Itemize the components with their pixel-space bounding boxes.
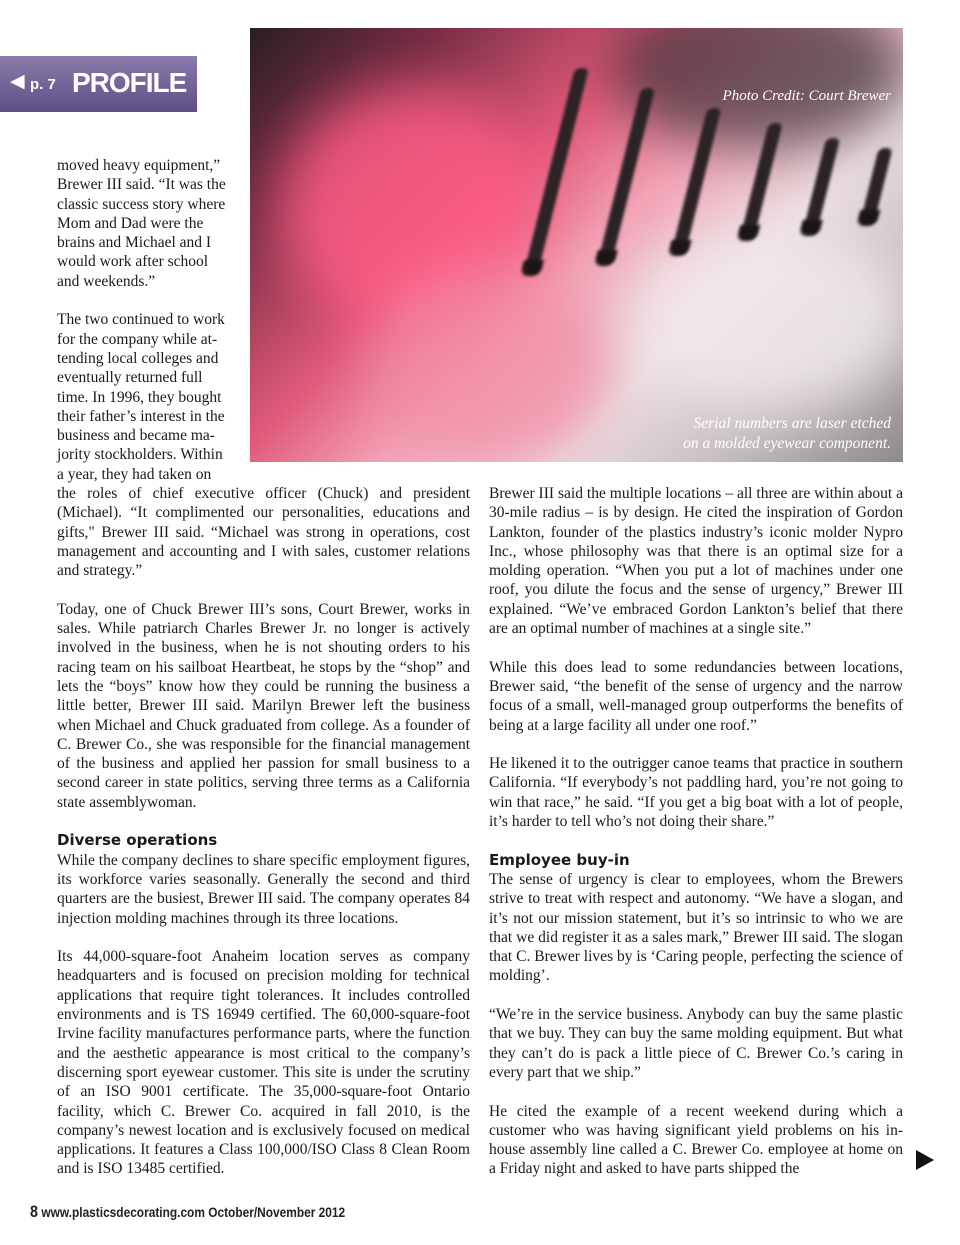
- back-arrow-icon: ◀: [10, 71, 25, 92]
- caption-line: on a molded eyewear component.: [683, 435, 891, 452]
- text-line: for the company while at-: [57, 330, 218, 348]
- wrapped-text-column: [57, 156, 237, 484]
- continue-arrow-icon[interactable]: [916, 1150, 934, 1170]
- paragraph: He likened it to the outrigger canoe teams that practice in southern California. “If everybody’s not paddling hard, you’re not going to win that race,” he said. “If you get a big boat with a lot of people, it’s harder to tell who’s not doing their share.”: [489, 755, 903, 831]
- text-line: Mom and Dad were the: [57, 214, 204, 232]
- text-line: classic success story where: [57, 195, 226, 213]
- section-title: PROFILE: [72, 67, 187, 98]
- text-line: eventually returned full: [57, 369, 203, 387]
- paragraph: the roles of chief executive officer (Chuck) and president (Michael). “It complimented our personalities, educations and gifts," Brewer III said. “Michael was strong in operations, cost management and accounting and I with sales, customer relations and strategy.”: [57, 485, 470, 580]
- paragraph: While the company declines to share specific employment figures, its workforce varies seasonally. Generally the second and third quarters are the busiest, Brewer III said. The company operates 84 injection molding machines through its three locations.: [57, 851, 470, 927]
- page-number: 8: [30, 1202, 39, 1221]
- text-line: jority stockholders. Within: [57, 446, 223, 464]
- paragraph: While this does lead to some redundancies between locations, Brewer said, “the benefit of the sense of urgency and the narrow focus of a small, well-managed group outperforms the benefits of being at a large facility all under one roof.”: [489, 658, 903, 734]
- footer-text: www.plasticsdecorating.com October/November 2012: [38, 1204, 346, 1220]
- text-line: a year, they had taken on: [57, 465, 212, 483]
- text-line: moved heavy equipment,”: [57, 157, 221, 174]
- section-heading: Employee buy-in: [489, 850, 630, 869]
- profile-section-tab[interactable]: [0, 56, 197, 112]
- paragraph: He cited the example of a recent weekend during which a customer who was having significant yield problems on his in-house assembly line called a C. Brewer Co. employee at home on a Friday night and asked to have parts shipped the: [489, 1102, 903, 1178]
- text-line: tending local colleges and: [57, 349, 219, 367]
- photo-caption: [571, 414, 891, 454]
- text-line: The two continued to work: [57, 311, 225, 329]
- text-line: and weekends.”: [57, 272, 156, 290]
- paragraph: Its 44,000-square-foot Anaheim location serves as company headquarters and is focused on precision molding for technical applications that require tight tolerances. It includes controlled environments and is TS 16949 certified. The 60,000-square-foot Irvine facility manufactures performance parts, where the function and the aesthetic appearance is most critical to the company’s discerning sport eyewear customer. This site is under the scrutiny of an ISO 9001 certificate. The 35,000-square-foot Ontario facility, which C. Brewer Co. acquired in fall 2010, is the company’s newest location and is exclusively focused on medical applications. It features a Class 100,000/ISO Class 8 Clean Room and is ISO 13485 certified.: [57, 948, 470, 1178]
- text-line: would work after school: [57, 253, 209, 271]
- paragraph: Brewer III said the multiple locations – all three are within about a 30-mile radius – is by design. He cited the inspiration of Gordon Lankton, founder of the plastics industry’s iconic molder Nypro Inc., whose philosophy was that there is an optimal size for a molding operation. “When you put a lot of machines under one roof, you dilute the focus and the sense of urgency,” Brewer III explained. “We’ve embraced Gordon Lankton’s belief that there are an optimal number of machines at a single site.”: [489, 485, 903, 638]
- text-line: business and became ma-: [57, 427, 215, 445]
- paragraph: “We’re in the service business. Anybody can buy the same plastic that we buy. They can buy the same molding equipment. But what they can’t do is pack a little piece of C. Brewer Co.’s caring in every part that we ship.”: [489, 1006, 903, 1081]
- text-line: their father’s interest in the: [57, 407, 225, 425]
- article-photo: [250, 28, 903, 462]
- paragraph: Today, one of Chuck Brewer III’s sons, Court Brewer, works in sales. While patriarch Charles Brewer Jr. no longer is actively involved in the business, when he is not shouting orders to his racing team on his sailboat Heartbeat, he stops by the “shop” and lets the “boys” know how they could be running the business a little better, Brewer III said. Marilyn Brewer left the business when Michael and Chuck graduated from college. As a founder of C. Brewer Co., she was responsible for the financial management of the business and applied her passion for small business to a second career in state politics, serving three terms as a California state assemblywoman.: [57, 600, 470, 811]
- photo-credit: Photo Credit: Court Brewer: [722, 88, 891, 104]
- right-column: [489, 484, 903, 1179]
- text-line: Brewer III said. “It was the: [57, 176, 226, 194]
- text-line: brains and Michael and I: [57, 234, 212, 252]
- page-footer: [30, 1202, 345, 1222]
- left-column: [57, 484, 470, 1179]
- caption-line: Serial numbers are laser etched: [693, 415, 891, 432]
- paragraph: The sense of urgency is clear to employees, whom the Brewers strive to treat with respect and autonomy. “We have a slogan, and it’s not our mission statement, but it’s so intrinsic to who we are that we did register it as a sales mark,” Brewer III said. The slogan that C. Brewer lives by is ‘Caring people, perfecting the science of molding’.: [489, 870, 903, 985]
- page-reference: p. 7: [30, 76, 56, 93]
- text-line: time. In 1996, they bought: [57, 388, 222, 406]
- section-heading: Diverse operations: [57, 831, 218, 850]
